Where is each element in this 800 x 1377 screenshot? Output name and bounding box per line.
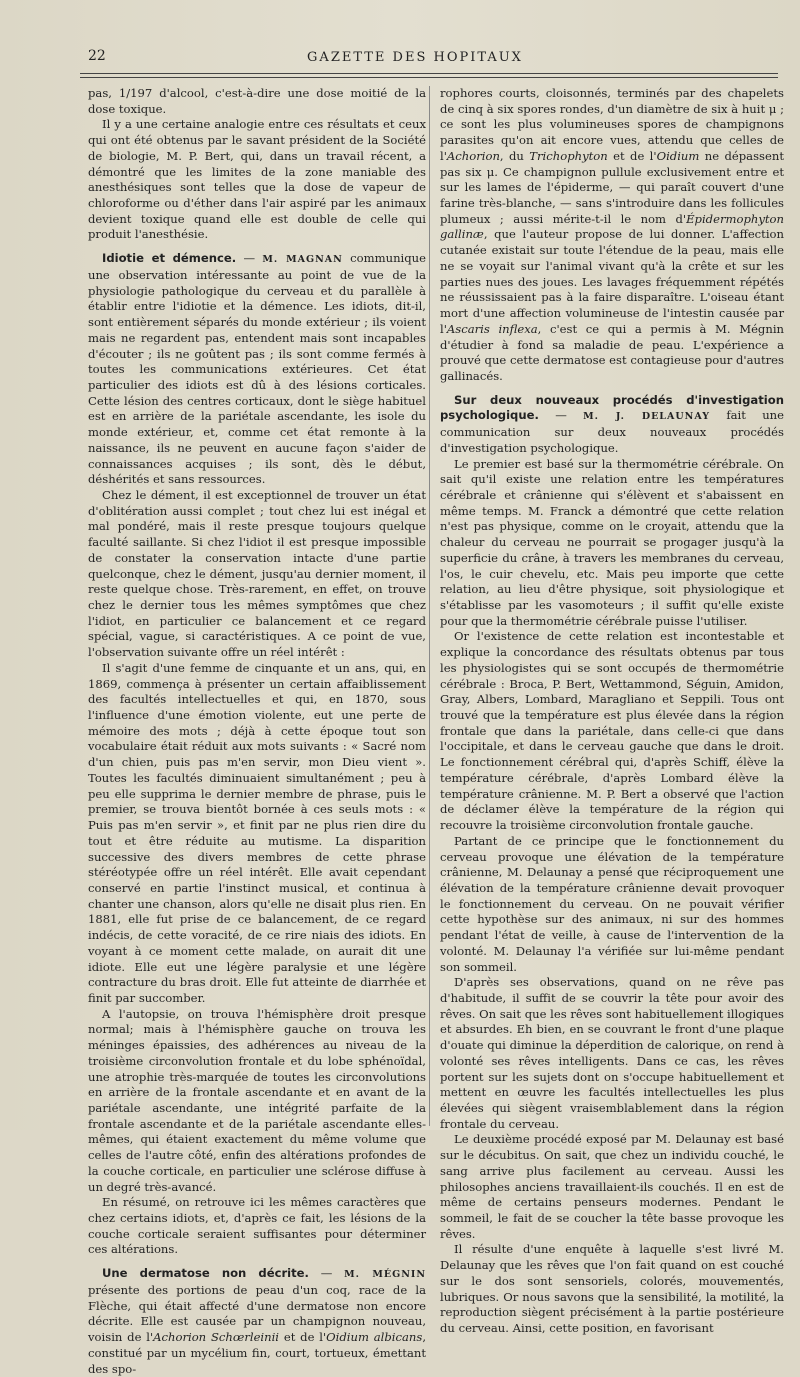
paragraph: D'après ses observations, quand on ne rêve pas d'habitude, il suffit de se couvrir la tête pour avoir des rêves. On sait que les rêves sont habituellement illogiques et absurdes. Eh bien, en se couvrant le front d'une plaque d'ouate qui diminue la déperdition de calorique, on rend à volonté ses rêves intelligents. Dans ce cas, les rêves portent sur les sujets dont on s'occupe habituellement et mettent en œuvre les facultés intellectuelles les plus élevées qui siègent vraisemblablement dans la région frontale du cerveau. — [440, 975, 784, 1131]
paragraph: Le deuxième procédé exposé par M. Delaunay est basé sur le décubitus. On sait, que chez un individu couché, le sang arrive plus facilement au cerveau. Aussi les philosophes anciens travaillaient-ils couchés. Il en est de même de certains penseurs modernes. Pendant le sommeil, le fait de se coucher la tête basse provoque les rêves. — [440, 1132, 784, 1241]
paragraph: En résumé, on retrouve ici les mêmes caractères que chez certains idiots, et, d'après ce fait, les lésions de la couche corticale seraient suffisantes pour déterminer ces altérations. — [88, 1195, 426, 1257]
paragraph: pas, 1/197 d'alcool, c'est-à-dire une dose moitié de la dose toxique. — [88, 86, 426, 116]
column-divider — [429, 86, 430, 1126]
paragraph-text: , constitué par un mycélium fin, court, tortueux, émettant des spo- — [88, 1330, 427, 1376]
paragraph: Partant de ce principe que le fonctionnement du cerveau provoque une élévation de la température crânienne, M. Delaunay a pensé que réciproquement une élévation de la température crânienne devait provoquer le fonctionnement du cerveau. On ne pouvait vérifier cette hypothèse sur des animaux, ni sur des hommes pendant l'état de veille, à cause de l'intervention de la volonté. M. Delaunay l'a vérifiée sur lui-même pendant son sommeil. — [440, 833, 784, 974]
italic-term: Épidermophyton gallinæ — [440, 211, 784, 242]
paragraph: Il y a une certaine analogie entre ces résultats et ceux qui ont été obtenus par le savant président de la Société de biologie, M. P. Bert, qui, dans un travail récent, a démontré que les limites de la zone maniable des anesthésiques sont telles que la dose de vapeur de chloroforme ou d'éther dans l'air aspiré par les animaux devient toxique quand elle est double de celle qui produit l'anesthésie. — [88, 117, 426, 242]
paragraph: A l'autopsie, on trouva l'hémisphère droit presque normal; mais à l'hémisphère gauche on trouva les méninges épaissies, des adhérences au niveau de la troisième circonvolution frontale et du lobe sphénoïdal, une atrophie très-marquée de toutes les circonvolutions en arrière de la frontale ascendante et en avant de la pariétale ascendante, une intégrité parfaite de la frontale ascendante et de la pariétale ascendante elles-mêmes, qui étaient exactement du même volume que celles de l'autre côté, enfin des altérations profondes de la couche corticale, en particulier une sclérose diffuse à un degré très-avancé. — [88, 1006, 426, 1194]
italic-term: Oidium — [656, 148, 700, 163]
right-column — [440, 86, 784, 1337]
section-idiotie: Idiotie et démence. — M. MAGNAN communique une observation intéressante au point de vue de la physiologie pathologique du cerveau et du parallèle à établir entre l'idiotie et la démence. Les idiots, dit-il, sont entièrement séparés du monde extérieur ; ils voient mais ne regardent pas, entendent mais sont incapables d'écouter ; ils ne goûtent pas ; ils sont comme fermés à toutes les communications extérieures. Cet état particulier des idiots est dû à des lésions corticales. Cette lésion des centres corticaux, dont le siège habituel est en arrière de la pariétale ascendante, les isole du monde extérieur, et, comme cet état remonte à la naissance, ils ne peuvent en aucune façon s'aider de connaissances acquises ; ils sont, dès le début, déshérités et sans ressources. — [88, 251, 426, 487]
paragraph: Il s'agit d'une femme de cinquante et un ans, qui, en 1869, commença à présenter un certain affaiblissement des facultés intellectuelles et qui, en 1870, sous l'influence d'une émotion violente, eut une perte de mémoire des mots ; déjà à cette époque tout son vocabulaire était réduit aux mots suivants : « Sacré nom d'un chien, puis pas m'en servir, mon Dieu vient ». Toutes les facultés diminuaient simultanément ; peu à peu elle supprima le dernier membre de phrase, puis le premier, se trouva bientôt bornée à ces seuls mots : « Puis pas m'en servir », et finit par ne plus rien dire du tout et être réduite au mutisme. La disparition successive des divers membres de cette phrase stéréotypée offre un réel intérêt. Elle avait cependant conservé en partie l'instinct musical, et continua à chanter une chanson, alors qu'elle ne disait plus rien. En 1881, elle fut prise de ce balancement, de ce regard indécis, de cette voracité, de ce rire niais des idiots. En voyant à ce moment cette malade, on aurait dit une idiote. Elle eut une légère paralysie et une légère contracture du bras droit. Elle fut atteinte de diarrhée et finit par succomber. — [88, 660, 426, 1005]
paragraph-text: , que l'auteur propose de lui donner. L'affection cutanée existait sur toute l'étendue de la peau, mais elle ne se voyait sur l'animal vivant qu'à la crête et sur les parties nues des joues. Les lavages fréquemment répétés ne réussissaient pas à la faire disparaître. L'oiseau étant mort d'une affection volumineuse de l'intestin causée par l' — [440, 227, 784, 336]
paragraph-text: et de l' — [607, 148, 657, 163]
author-name: M. MAGNAN — [262, 254, 343, 266]
section-investigation: Sur deux nouveaux procédés d'investigation psychologique. — M. J. DELAUNAY fait une communication sur deux nouveaux procédés d'investigation psychologique. — [440, 392, 784, 455]
paragraph-text: présente des portions de peau d'un coq, race de la Flèche, qui était affecté d'une dermatose non encore décrite. Elle est causée par un champignon nouveau, voisin de l' — [88, 1282, 426, 1345]
page-header — [80, 44, 750, 74]
author-name: M. MÉGNIN — [344, 1269, 427, 1281]
header-rule — [80, 73, 778, 74]
author-name: M. J. DELAUNAY — [583, 411, 711, 423]
section-heading: Une dermatose non décrite. — [102, 1266, 309, 1281]
journal-title: GAZETTE DES HOPITAUX — [307, 50, 523, 65]
header-rule-thin — [80, 77, 778, 78]
page-number: 22 — [88, 48, 106, 64]
paragraph-text: fait une communication sur deux nouveaux procédés d'investigation psychologique. — [440, 408, 784, 455]
paragraph-text: ne dépassent pas six μ. Ce champignon pullule exclusivement entre et sur les lames de l'épiderme, — qui paraît couvert d'une farine très-blanche, — sans s'introduire dans les follicules plumeux ; aussi mérite-t-il le nom d' — [440, 148, 784, 226]
italic-term: Trichophyton — [529, 148, 608, 163]
left-column — [88, 86, 426, 1377]
italic-term: Achorion Schœrleinii — [153, 1330, 280, 1345]
paragraph: Or l'existence de cette relation est incontestable et explique la concordance des résultats obtenus par tous les physiologistes qui se sont occupés de thermométrie cérébrale : Broca, P. Bert, Wettammond, Séguin, Amidon, Gray, Albers, Lombard, Maragliano et Seppili. Tous ont trouvé que la température est plus élevée dans la région frontale que dans la pariétale, dans celle-ci que dans l'occipitale, et dans le cerveau gauche que dans le droit. Le fonctionnement cérébral qui, d'après Schiff, élève la température cérébrale, d'après Lombard élève la température crânienne. M. P. Bert a observé que l'action de déclamer élève la température de la région qui recouvre la troisième circonvolution frontale gauche. — [440, 629, 784, 833]
paragraph-text: rophores courts, cloisonnés, terminés par des chapelets de cinq à six spores rondes, d'un diamètre de six à huit μ ; ce sont les plus volumineuses spores de champignons parasites qu'on ait encore vues, attendu que celles de l' — [440, 86, 784, 163]
paragraph-text: , c'est ce qui a permis à M. Mégnin d'étudier à fond sa maladie de peau. L'expérience a prouvé que cette dermatose est contagieuse pour d'autres gallinacés. — [440, 321, 784, 383]
paragraph-text: et de l' — [279, 1330, 327, 1345]
paragraph — [440, 86, 784, 385]
italic-term: Ascaris inflexa — [446, 321, 538, 336]
paragraph-text: communique une observation intéressante au point de vue de la physiologie pathologique du cerveau et du parallèle à établir entre l'idiotie et la démence. Les idiots, dit-il, sont entièrement séparés du monde extérieur ; ils voient mais ne regardent pas, entendent mais sont incapables d'écouter ; ils ne goûtent pas ; ils sont comme fermés à toutes les communications extérieures. Cet état particulier des idiots est dû à des lésions corticales. Cette lésion des centres corticaux, dont le siège habituel est en arrière de la pariétale ascendante, les isole du monde extérieur, et, comme cet état remonte à la naissance, ils ne peuvent en aucune façon s'aider de connaissances acquises ; ils sont, dès le début, déshérités et sans ressources. — [88, 251, 426, 487]
paragraph-text: , du — [499, 148, 530, 163]
section-heading: Idiotie et démence. — [102, 251, 237, 266]
section-dermatose: Une dermatose non décrite. — M. MÉGNIN présente des portions de peau d'un coq, race de la Flèche, qui était affecté d'une dermatose non encore décrite. Elle est causée par un champignon nouveau, voisin de l'Achorion Schœrleinii et de l'Oidium albicans, constitué par un mycélium fin, court, tortueux, émettant des spo- — [88, 1266, 427, 1376]
section-heading: Sur deux nouveaux procédés d'investigation psychologique. — [440, 392, 784, 423]
paragraph: Le premier est basé sur la thermométrie cérébrale. On sait qu'il existe une relation entre les températures cérébrale et crânienne qui s'élèvent et s'abaissent en même temps. M. Franck a démontré que cette relation n'est pas physique, comme on le croyait, attendu que la chaleur du cerveau ne pourrait se progager jusqu'à la superficie du crâne, à travers les membranes du cerveau, l'os, le cuir chevelu, etc. Mais peu importe que cette relation, au lieu d'être physique, soit physiologique et s'établisse par les vasomoteurs ; il suffit qu'elle existe pour que la thermométrie cérébrale puisse l'utiliser. — [440, 456, 784, 628]
italic-term: Oidium albicans — [326, 1330, 423, 1345]
paragraph: Chez le dément, il est exceptionnel de trouver un état d'oblitération aussi complet ; tout chez lui est inégal et mal pondéré, mais il reste presque toujours quelque faculté saillante. Si chez l'idiot il est presque impossible de constater la conservation intacte d'une partie quelconque, chez le dément, jusqu'au dernier moment, il reste quelque chose. Très-rarement, en effet, on trouve chez le dernier tous les mêmes symptômes que chez l'idiot, en particulier ce balancement et ce regard spécial, vague, si caractéristiques. A ce point de vue, l'observation suivante offre un réel intérêt : — [88, 487, 426, 660]
paragraph: Il résulte d'une enquête à laquelle s'est livré M. Delaunay que les rêves que l'on fait quand on est couché sur le dos sont sensoriels, colorés, mouvementés, lubriques. Or nous savons que la sensibilité, la motilité, la reproduction siègent précisément à la partie postérieure du cerveau. Ainsi, cette position, en favorisant — [440, 1242, 784, 1336]
italic-term: Achorion — [446, 148, 500, 163]
